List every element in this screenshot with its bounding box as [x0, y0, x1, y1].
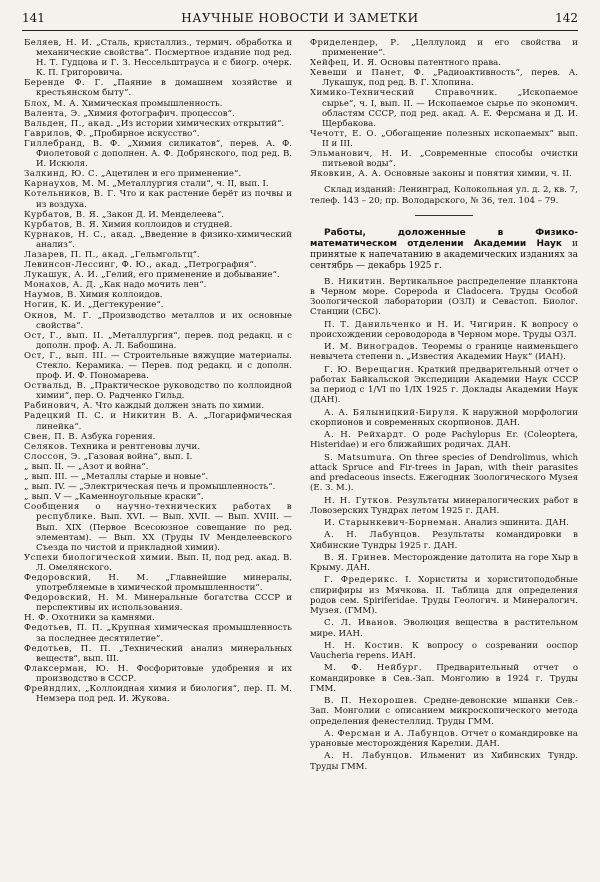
- entry-author: Федотьев, П. П.: [24, 623, 103, 634]
- entry-author: Селяков.: [24, 441, 68, 452]
- entry-text: „Химия фотографич. процессов“.: [80, 108, 235, 119]
- work-entry: [310, 408, 578, 429]
- bibliography-entry: [24, 280, 292, 290]
- entry-author: В. Никитин.: [324, 276, 386, 287]
- bibliography-entry: [24, 331, 292, 351]
- works-list: [310, 277, 578, 772]
- entry-author: Химико-Технический Справочник.: [310, 88, 498, 99]
- entry-author: Ост, Г., вып. II.: [24, 330, 104, 341]
- bibliography-entry: [24, 220, 292, 230]
- entry-text: Ильменит из Хибинских Тундр. Труды ГММ.: [310, 751, 578, 772]
- bibliography-entry: [24, 613, 292, 623]
- entry-author: Флаксерман, Ю. Н.: [24, 663, 129, 674]
- entry-text: „Целлулоид и его свойства и применение“.: [322, 38, 578, 59]
- entry-text: „Закон Д. И. Менделеева“.: [99, 209, 224, 220]
- work-entry: [310, 618, 578, 639]
- entry-author: „: [24, 482, 29, 493]
- work-entry: [310, 320, 578, 341]
- entry-text: Что каждый должен знать по химии.: [92, 401, 265, 412]
- entry-text: К наружной морфологии скорпионов и современных скорпионов. ДАН.: [310, 407, 578, 428]
- bibliography-entry: [310, 68, 578, 88]
- entry-text: „Дегтекурение“.: [85, 300, 164, 311]
- bibliography-entry: [310, 58, 578, 68]
- entry-author: Н. Н. Костин.: [324, 640, 404, 651]
- bibliography-entry: [24, 99, 292, 109]
- bibliography-entry: [24, 472, 292, 482]
- work-entry: [310, 641, 578, 662]
- entry-text: Техника и рентгеновы лучи.: [67, 441, 201, 452]
- bibliography-entry: [310, 169, 578, 179]
- bibliography-entry: [24, 411, 292, 431]
- entry-author: Лазарев, П. П., акад.: [24, 249, 128, 260]
- section-title-tail: и принятые к напечатанию в академических изданиях за сентябрь — декабрь 1925 г.: [310, 238, 578, 271]
- entry-text: Средне-девонские мшанки Сев.-Зап. Монголии с описанием микроскопического метода определения фенестеллид. Труды ГММ.: [310, 696, 578, 727]
- entry-author: Ногин, К. И.: [24, 300, 86, 311]
- entry-author: Беляев, Н. И.: [24, 38, 93, 48]
- section-separator: [415, 215, 473, 216]
- entry-author: И. Старынкевич-Борнеман.: [324, 518, 462, 528]
- entry-author: „: [24, 492, 29, 503]
- bibliography-entry: [24, 573, 292, 593]
- entry-text: I. Хориститы и хориститоподобные спирифиры из Мячкова. II. Таблица для определения родов сем. Spiriferidae. Труды Геологич. и Минералогич. Музея. (ГММ).: [310, 575, 578, 616]
- entry-author: Беренде Ф. Г.: [24, 78, 104, 89]
- bibliography-entry: [310, 88, 578, 128]
- entry-author: Федоровский, Н. М.: [24, 572, 149, 583]
- entry-text: вып. III. — „Металлы старые и новые“.: [28, 472, 209, 483]
- entry-text: К вопросу о происхождении сероводорода в Черном море. Труды ОЗЛ.: [310, 319, 578, 340]
- entry-text: Отчет о командировке на урановые месторождения Карелии. ДАН.: [310, 728, 578, 749]
- entry-author: Яковкин, А. А.: [310, 169, 382, 180]
- entry-author: Федоровский, Н. М.: [24, 593, 128, 604]
- entry-text: Что и как растение берёт из почвы и из воздуха.: [36, 189, 292, 210]
- work-entry: [310, 696, 578, 727]
- bibliography-entry: [24, 119, 292, 129]
- entry-text: вып. IV. — „Электрическая печь и промышленность“.: [28, 482, 276, 493]
- entry-text: О роде Pachylopus Er. (Coleoptera, Histeridae) и его ближайших родичах. ДАН.: [310, 430, 578, 451]
- entry-text: Месторождение датолита на горе Хыр в Крыму. ДАН.: [310, 552, 578, 573]
- work-entry: [310, 553, 578, 574]
- bibliography-entry: [24, 38, 292, 78]
- entry-author: „: [24, 472, 29, 483]
- entry-text: „Обогащение полезных ископаемых“ вып. II и III.: [322, 128, 578, 149]
- work-entry: [310, 729, 578, 750]
- bibliography-entry: [24, 351, 292, 381]
- entry-author: И. М. Виноградов.: [324, 342, 419, 352]
- bibliography-entry: [24, 250, 292, 260]
- entry-author: Федотьев, П. П.: [24, 643, 112, 654]
- entry-author: Н. Ф.: [24, 613, 49, 624]
- bibliography-entry: [24, 593, 292, 613]
- entry-text: „Из истории химических открытий“.: [113, 118, 285, 129]
- entry-text: On three species of Dendrolimus, which attack Spruce and Fir-trees in Japan, with their parasites and predaceous insects. Ежегодник Зоологического Музея (Е. З. М.).: [310, 452, 578, 494]
- bibliography-entry: [310, 149, 578, 169]
- entry-text: Анализ эшинита. ДАН.: [461, 518, 569, 528]
- bibliography-entry: [24, 311, 292, 331]
- work-entry: [310, 663, 578, 694]
- entry-author: Гиллебранд, В. Ф.: [24, 138, 121, 149]
- entry-text: „Металлургия“, перев. под редакц. и с дополн. проф. А. Л. Бабошина.: [36, 330, 292, 351]
- work-entry: [310, 575, 578, 616]
- entry-author: Хейфец, И. Я.: [310, 58, 378, 69]
- entry-author: Залкинд, Ю. С.: [24, 169, 99, 180]
- entry-text: „Практическое руководство по коллоидной химии“, пер. О. Радченко Гильд.: [36, 381, 292, 402]
- entry-text: Результаты минералогических работ в Ловозерских Тундрах летом 1925 г. ДАН.: [310, 495, 578, 516]
- entry-text: „Логарифмическая линейка“.: [36, 411, 292, 432]
- entry-author: А. Н. Лабунцов.: [324, 530, 421, 541]
- entry-text: вып. II. — „Азот и война“.: [28, 461, 149, 472]
- entry-author: Свен, П. В.: [24, 431, 79, 442]
- entry-text: „Газовая война“, вып. I.: [80, 451, 193, 462]
- entry-author: Левинсон-Лессинг, Ф. Ю., акад.: [24, 260, 182, 271]
- entry-author: Чечотт, Е. О.: [310, 128, 378, 139]
- entry-text: Основные законы и понятия химии, ч. II.: [381, 169, 572, 180]
- bibliography-entry: [24, 432, 292, 442]
- entry-text: Основы патентного права.: [377, 58, 502, 69]
- entry-author: Наумов, В.: [24, 290, 77, 301]
- entry-text: Вып. II, под ред. акад. В. Л. Омелянского.: [36, 552, 292, 573]
- entry-author: Оствальд, В.: [24, 381, 87, 392]
- entry-text: „Металлургия стали“, ч. II, вып. I.: [109, 179, 269, 190]
- entry-author: А. Н. Лабунцов.: [324, 751, 413, 762]
- bibliography-entry: [24, 290, 292, 300]
- bibliography-entry: [310, 38, 578, 58]
- entry-text: „Технический анализ минеральных веществ“, вып. III.: [36, 643, 292, 664]
- entry-text: Химия коллоидов.: [76, 290, 163, 301]
- entry-text: вып. V — „Каменноугольные краски“.: [28, 492, 204, 503]
- bibliography-entry: [24, 381, 292, 401]
- bibliography-entry: [24, 684, 292, 704]
- entry-author: Ост, Г., вып. III.: [24, 350, 107, 361]
- entry-author: S. Matsumura.: [324, 452, 396, 463]
- entry-text: Минеральные богатства СССР и перспективы их использования.: [36, 593, 292, 614]
- bibliography-entry: [24, 109, 292, 119]
- bibliography-entry: [24, 139, 292, 169]
- entry-author: Вальден, П., акад.: [24, 118, 114, 129]
- bibliography-entry: [310, 129, 578, 149]
- entry-text: Химическая промышленность.: [79, 98, 223, 109]
- entry-author: Г. Фредерикс.: [324, 575, 399, 586]
- entry-author: Эльманович, Н. И.: [310, 149, 412, 160]
- entry-author: Фрейндлих,: [24, 684, 82, 694]
- entry-text: Результаты командировки в Хибинские Тундры 1925 г. ДАН.: [310, 530, 578, 551]
- entry-text: Предварительный отчет о командировке в Сев.-Зап. Монголию в 1924 г. Труды ГММ.: [310, 663, 578, 694]
- entry-author: В. П. Нехорошев.: [324, 696, 418, 706]
- running-title: НАУЧНЫЕ НОВОСТИ И ЗАМЕТКИ: [181, 11, 419, 25]
- entry-text: „Сталь, кристаллиз., термич. обработка и механические свойства“. Посмертное издание под ред. Н. Т. Гудцова и Г. З. Нессельштрауса и с биогр. очерк. К. П. Григоровича.: [36, 38, 292, 79]
- entry-text: К вопросу о созревании ооспор Vaucheria repens. ИАН.: [310, 640, 578, 661]
- entry-author: Н. Н. Гутков.: [324, 495, 393, 506]
- bibliography-entry: [24, 664, 292, 684]
- entry-text: Охотники за камнями.: [48, 613, 155, 624]
- work-entry: [310, 453, 578, 494]
- section-title-bold: Работы, доложенные в Физико-математическом отделении Академии Наук: [310, 227, 578, 249]
- entry-text: Вертикальное распределение планктона в Черном море. Copepoda и Cladocera. Труды Особой Зоологической лаборатории (ОЗЛ) и Севастоп. Биолог. Станции (СБС).: [310, 276, 578, 318]
- entry-author: В. Я. Гринев.: [324, 552, 391, 563]
- entry-text: Фосфоритовые удобрения и их производство в СССР.: [36, 663, 292, 684]
- bibliography-entry: [24, 230, 292, 250]
- entry-author: Слоссон, Э.: [24, 451, 81, 462]
- entry-author: П. Т. Данильченко и Н. И. Чигирин.: [324, 319, 517, 330]
- entry-text: Краткий предварительный отчет о работах Байкальской Экспедиции Академии Наук СССР за период с 1/VI по 1/IX 1925 г. Доклады Академии Наук (ДАН).: [310, 364, 578, 406]
- entry-text: — Строительные вяжущие материалы. Стекло. Керамика. — Перев. под редакц. и с дополн. проф. И. Ф. Пономарева.: [36, 350, 292, 382]
- entry-author: Блох, М. А.: [24, 98, 80, 109]
- entry-author: Окнов, М. Г.: [24, 310, 92, 321]
- entry-author: С. Л. Иванов.: [324, 618, 398, 629]
- bibliography-entry: [24, 553, 292, 573]
- entry-author: „: [24, 461, 29, 472]
- left-column: [24, 38, 292, 876]
- entry-text: „Петрография“.: [181, 260, 257, 271]
- bibliography-entry: [24, 169, 292, 179]
- bibliography-entry: [24, 492, 292, 502]
- entry-author: Хевеши и Панет, Ф.: [310, 68, 425, 79]
- entry-author: А. Н. Рейхардт.: [324, 430, 407, 440]
- entry-author: А. Ферсман и А. Лабунцов.: [324, 728, 459, 739]
- bibliography-entry: [24, 462, 292, 472]
- page-number-right: 142: [555, 11, 578, 25]
- entry-text: Вып. XVI. — Вып. XVII. — Вып. XVIII. — Вып. XIX (Первое Всесоюзное совещание по ред. элементам). — Вып. XX (Труды IV Менделеевского Съезда по чистой и прикладной химии).: [36, 512, 292, 553]
- bibliography-entry: [24, 179, 292, 189]
- entry-text: „Ископаемое сырье“, ч. I, вып. II. — Ископаемое сырье по экономич. областям СССР, под ред. акад. А. Е. Ферсмана и Д. И. Щербакова.: [322, 88, 578, 129]
- bibliography-entry: [24, 502, 292, 552]
- entry-text: „Радиоактивность“, перев. А. Лукашук, под ред. В. Г. Хлопина.: [322, 68, 578, 89]
- entry-text: „Как надо мочить лен“.: [96, 280, 207, 291]
- entry-author: Гаврилов, Ф.: [24, 128, 87, 139]
- entry-text: Теоремы о границе наименьшего невычета степени n. „Известия Академии Наук“ (ИАН).: [310, 342, 578, 363]
- entry-text: „Крупная химическая промышленность за последнее десятилетие“.: [36, 623, 292, 644]
- work-entry: [310, 751, 578, 772]
- entry-text: „Паяние в домашнем хозяйстве и крестьянском быту“.: [36, 78, 292, 99]
- work-entry: [310, 530, 578, 551]
- bibliography-continued: [310, 38, 578, 179]
- entry-text: „Пробирное искусство“.: [86, 128, 200, 139]
- entry-text: Эволюция вещества в растительном мире. ИАН.: [310, 618, 578, 639]
- work-entry: [310, 277, 578, 318]
- bibliography-entry: [24, 189, 292, 209]
- entry-text: „Ацетилен и его применение“.: [98, 169, 242, 180]
- entry-text: „Гелий, его применение и добывание“.: [98, 270, 280, 281]
- bibliography-entry: [24, 482, 292, 492]
- bibliography-entry: [24, 78, 292, 98]
- entry-author: М. Ф. Нейбург.: [324, 663, 423, 674]
- right-column: [310, 38, 578, 876]
- page-header: [22, 9, 578, 27]
- entry-author: Сообщения о научно-технических работах в республике.: [24, 502, 292, 523]
- entry-author: Карнаухов, М. М.: [24, 179, 110, 190]
- entry-author: А. А. Бялыницкий-Бируля.: [324, 407, 459, 418]
- entry-author: Лукашук, А. И.: [24, 270, 99, 281]
- bibliography-entry: [24, 623, 292, 643]
- work-entry: [310, 342, 578, 363]
- bibliography-entry: [24, 270, 292, 280]
- entry-author: Г. Ю. Верещагин.: [324, 364, 414, 375]
- entry-author: Монахов, А. Д.: [24, 280, 97, 291]
- entry-text: „Введение в физико-химический анализ“.: [36, 229, 292, 250]
- header-rule: [22, 30, 578, 31]
- work-entry: [310, 496, 578, 517]
- entry-text: Химия коллоидов и студней.: [99, 219, 233, 230]
- entry-author: Курнаков, Н. С., акад.: [24, 229, 137, 240]
- bibliography-entry: [24, 210, 292, 220]
- entry-author: Котельников, В. Г.: [24, 189, 117, 200]
- bibliography-entry: [24, 129, 292, 139]
- bibliography-entry: [24, 442, 292, 452]
- entry-author: Радецкий П. С. и Никитин В. А.: [24, 411, 198, 422]
- bibliography-entry: [24, 644, 292, 664]
- entry-author: Курбатов, В. Я.: [24, 209, 100, 220]
- page-number-left: 141: [22, 11, 45, 25]
- entry-text: „Химия силикатов“, перев. А. Ф. Фиолетовой с дополнен. А. Ф. Добрянского, под ред. В. И. Искюля.: [36, 138, 292, 170]
- entry-text: „Гельмгольтц“.: [127, 249, 200, 260]
- entry-text: Азбука горения.: [78, 431, 156, 442]
- entry-text: „Коллоидная химия и биология“, пер. П. М. Немзера под ред. И. Жукова.: [36, 684, 292, 705]
- bibliography-entry: [24, 260, 292, 270]
- entry-author: Валента, Э.: [24, 108, 81, 119]
- bibliography-entry: [24, 452, 292, 462]
- bibliography-entry: [24, 300, 292, 310]
- work-entry: [310, 518, 578, 528]
- entry-text: „Главнейшие минералы, употребляемые в химической промышленности“.: [36, 572, 292, 594]
- bibliography-entry: [24, 401, 292, 411]
- entry-text: „Производство металлов и их основные свойства“.: [36, 310, 292, 331]
- entry-text: „Современные способы очистки питьевой воды“.: [322, 149, 578, 170]
- stock-note: Склад изданий: Ленинград, Колокольная ул. д. 2, кв. 7, телеф. 143 – 20; пр. Володарского, № 36, тел. 104 – 79.: [310, 185, 578, 206]
- work-entry: [310, 365, 578, 406]
- work-entry: [310, 430, 578, 451]
- entry-author: Успехи биологической химии.: [24, 552, 174, 563]
- section-title: [310, 228, 578, 272]
- entry-author: Курбатов, В. Я.: [24, 219, 100, 230]
- entry-author: Рабинович, А.: [24, 401, 93, 412]
- entry-author: Фриделендер, Р.: [310, 38, 400, 48]
